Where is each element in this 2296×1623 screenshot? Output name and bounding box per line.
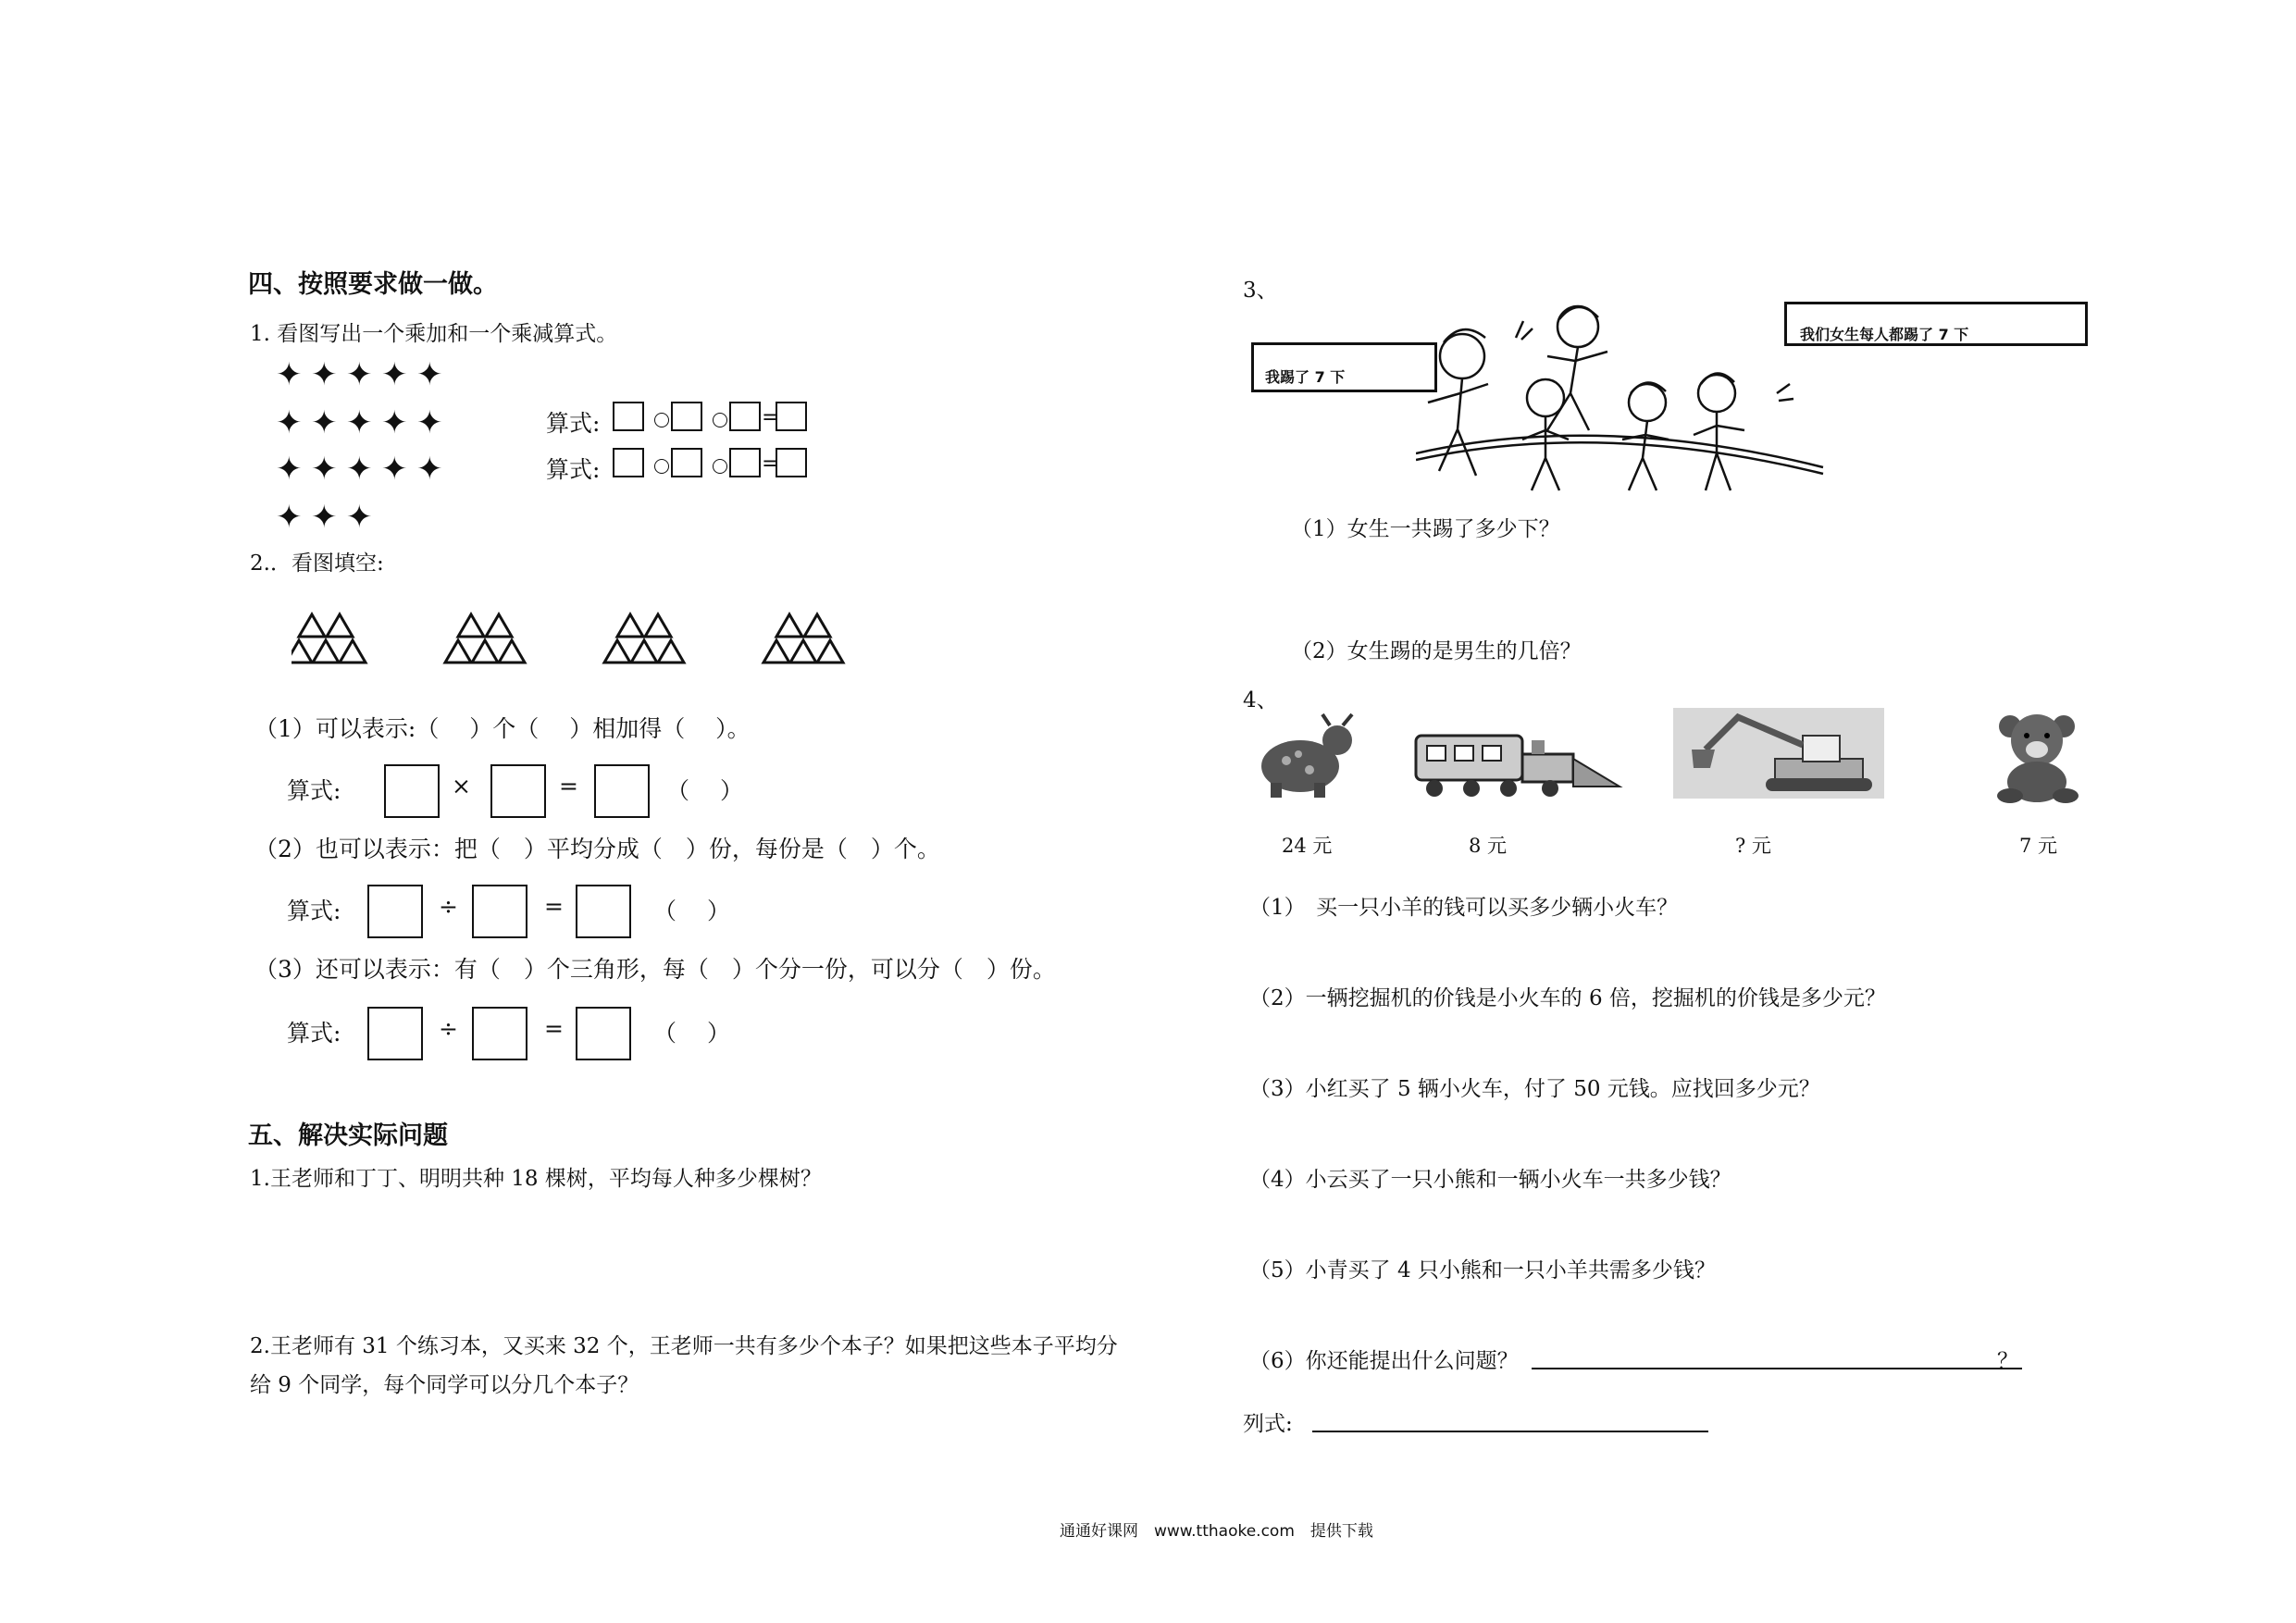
answer-box[interactable] <box>576 1007 631 1060</box>
unit-blank[interactable]: （ ） <box>666 777 743 804</box>
answer-box[interactable] <box>384 764 440 818</box>
answer-box[interactable] <box>367 1007 423 1060</box>
equals-sign: = <box>762 452 780 476</box>
equals-sign: = <box>762 405 780 429</box>
section-four-title: 四、按照要求做一做。 <box>248 270 498 299</box>
star-icon: ✦ <box>381 356 408 393</box>
equals-sign: = <box>559 773 578 799</box>
equals-sign: = <box>544 893 564 920</box>
triangle-groups-icon <box>292 611 893 668</box>
operator-circle[interactable] <box>713 459 727 474</box>
star-icon: ✦ <box>416 356 443 393</box>
answer-box[interactable] <box>671 402 702 431</box>
formula-label: 算式: <box>287 777 341 804</box>
answer-box[interactable] <box>367 885 423 938</box>
excavator-icon <box>1673 708 1884 799</box>
children-kicking-shuttlecock-icon <box>1416 301 1842 500</box>
q4-sub3: （3）小红买了 5 辆小火车，付了 50 元钱。应找回多少元？ <box>1249 1077 1820 1101</box>
price-excavator: ? 元 <box>1735 835 1771 857</box>
answer-box[interactable] <box>472 885 527 938</box>
formula-label: 列式: <box>1243 1412 1293 1436</box>
formula-label: 算式: <box>287 1020 341 1047</box>
answer-box[interactable] <box>576 885 631 938</box>
star-icon: ✦ <box>311 404 338 441</box>
formula-label: 算式: <box>546 410 601 437</box>
divide-sign: ÷ <box>439 893 458 920</box>
answer-box[interactable] <box>776 448 807 477</box>
formula-answer-line[interactable] <box>1312 1431 1708 1432</box>
q3-sub1: （1）女生一共踢了多少下？ <box>1291 517 1560 541</box>
q4-sub1: （1） 买一只小羊的钱可以买多少辆小火车？ <box>1249 896 1679 920</box>
answer-box[interactable] <box>594 764 650 818</box>
star-icon: ✦ <box>311 451 338 488</box>
answer-box[interactable] <box>613 448 644 477</box>
boy-sign-text: 我踢了 7 下 <box>1265 368 1346 386</box>
train-toy-icon <box>1407 722 1629 805</box>
problem-2-line1: 2.王老师有 31 个练习本，又买来 32 个，王老师一共有多少个本子？如果把这些本子平均分 <box>250 1334 1118 1358</box>
q4-sub4: （4）小云买了一只小熊和一辆小火车一共多少钱？ <box>1249 1168 1731 1192</box>
price-sheep: 24 元 <box>1282 835 1333 857</box>
operator-circle[interactable] <box>654 459 669 474</box>
question-mark: ？ <box>1997 1349 2018 1373</box>
star-icon: ✦ <box>276 499 303 536</box>
operator-circle[interactable] <box>713 413 727 427</box>
q2-sub2: （2）也可以表示：把（ ）平均分成（ ）份，每份是（ ）个。 <box>254 836 940 862</box>
q3-label: 3、 <box>1243 279 1278 303</box>
q2-prompt: 2.．看图填空: <box>250 551 384 576</box>
section-five-title: 五、解决实际问题 <box>248 1121 448 1150</box>
unit-blank[interactable]: （ ） <box>653 898 730 924</box>
answer-box[interactable] <box>729 402 761 431</box>
star-icon: ✦ <box>346 451 373 488</box>
star-icon: ✦ <box>381 404 408 441</box>
q4-sub6: （6）你还能提出什么问题？ <box>1249 1349 1519 1373</box>
equals-sign: = <box>544 1015 564 1042</box>
star-icon: ✦ <box>416 404 443 441</box>
star-icon: ✦ <box>381 451 408 488</box>
sheep-toy-icon <box>1245 712 1365 800</box>
q3-sub2: （2）女生踢的是男生的几倍？ <box>1291 639 1582 663</box>
q4-sub2: （2）一辆挖掘机的价钱是小火车的 6 倍，挖掘机的价钱是多少元？ <box>1249 986 1886 1010</box>
divide-sign: ÷ <box>439 1015 458 1042</box>
boy-sign <box>1251 342 1437 392</box>
star-icon: ✦ <box>346 404 373 441</box>
star-icon: ✦ <box>276 356 303 393</box>
problem-1: 1.王老师和丁丁、明明共种 18 棵树，平均每人种多少棵树？ <box>250 1167 822 1191</box>
star-icon: ✦ <box>311 356 338 393</box>
q2-sub1: （1）可以表示:（ ）个（ ）相加得（ ）。 <box>254 715 751 742</box>
star-icon: ✦ <box>276 404 303 441</box>
girls-sign-text: 我们女生每人都踢了 7 下 <box>1800 326 1969 343</box>
answer-box[interactable] <box>490 764 546 818</box>
formula-label: 算式: <box>546 456 601 483</box>
question-answer-line[interactable] <box>1532 1368 2022 1369</box>
operator-circle[interactable] <box>654 413 669 427</box>
price-bear: 7 元 <box>2019 835 2058 857</box>
answer-box[interactable] <box>776 402 807 431</box>
multiply-sign: × <box>452 773 471 799</box>
q4-sub5: （5）小青买了 4 只小熊和一只小羊共需多少钱？ <box>1249 1258 1716 1282</box>
unit-blank[interactable]: （ ） <box>653 1020 730 1047</box>
q1-prompt: 1. 看图写出一个乘加和一个乘减算式。 <box>250 322 618 346</box>
problem-2-line2: 给 9 个同学，每个同学可以分几个本子？ <box>250 1373 639 1397</box>
answer-box[interactable] <box>472 1007 527 1060</box>
q2-sub3: （3）还可以表示：有（ ）个三角形，每（ ）个分一份，可以分（ ）份。 <box>254 956 1056 983</box>
star-icon: ✦ <box>416 451 443 488</box>
q4-label: 4、 <box>1243 688 1278 712</box>
footer-credit: 通通好课网 www.tthaoke.com 提供下载 <box>1060 1522 1373 1541</box>
answer-box[interactable] <box>729 448 761 477</box>
star-icon: ✦ <box>311 499 338 536</box>
star-icon: ✦ <box>346 499 373 536</box>
star-icon: ✦ <box>276 451 303 488</box>
star-icon: ✦ <box>346 356 373 393</box>
price-train: 8 元 <box>1469 835 1508 857</box>
answer-box[interactable] <box>671 448 702 477</box>
formula-label: 算式: <box>287 898 341 924</box>
teddy-bear-icon <box>1990 708 2091 805</box>
answer-box[interactable] <box>613 402 644 431</box>
